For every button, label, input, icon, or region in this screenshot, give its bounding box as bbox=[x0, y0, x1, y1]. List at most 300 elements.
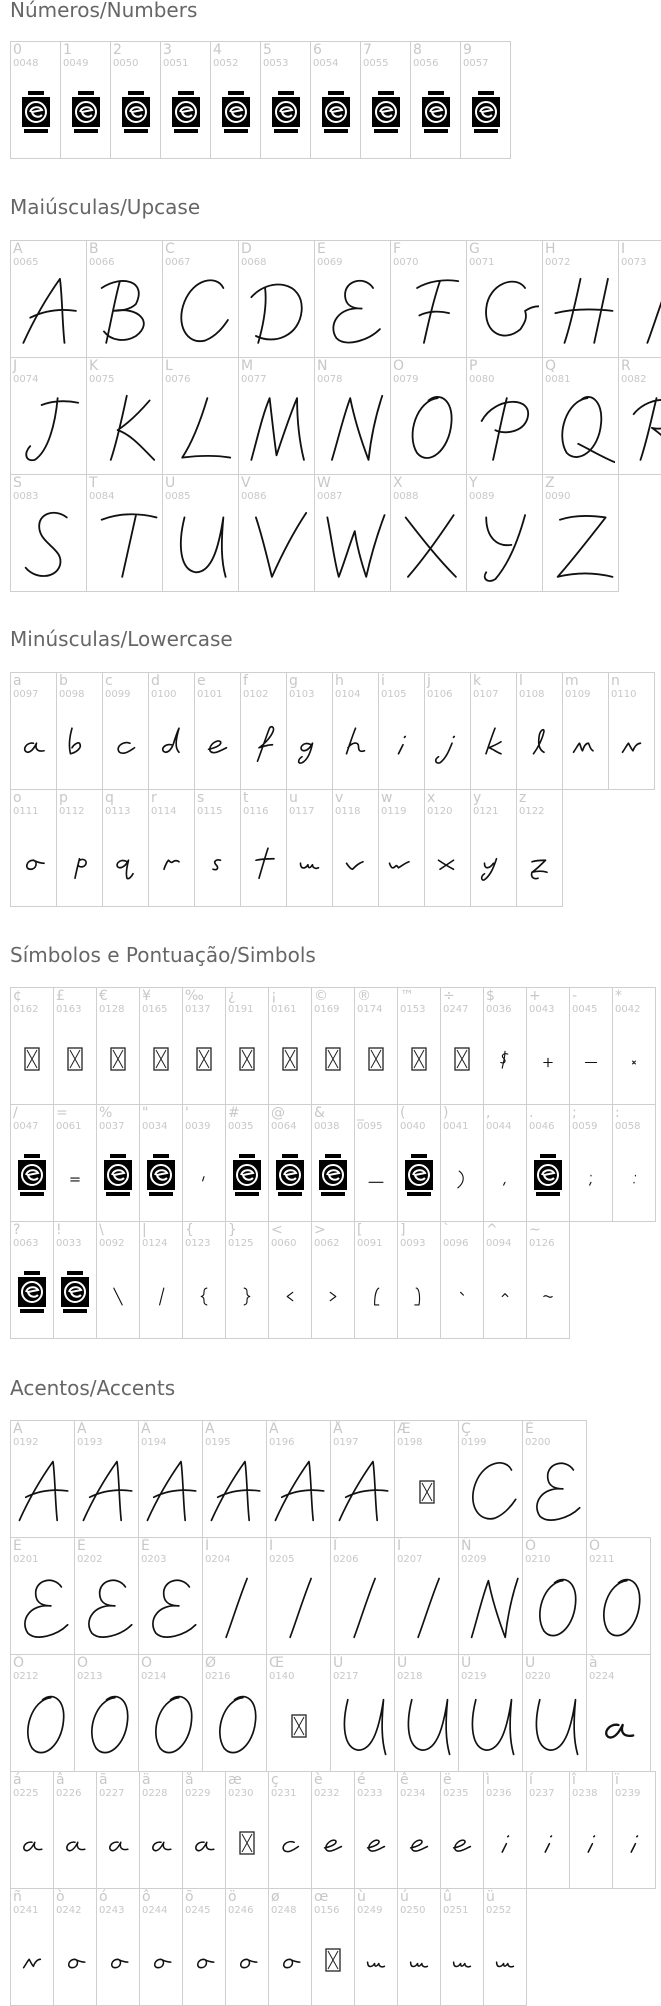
glyph-preview bbox=[441, 1014, 483, 1104]
glyph-character: ö bbox=[228, 1889, 237, 1905]
glyph-preview bbox=[361, 68, 410, 158]
glyph-preview bbox=[523, 1681, 586, 1771]
glyph-character: Ú bbox=[397, 1655, 408, 1671]
glyph-character: G bbox=[469, 241, 480, 257]
glyph-code: 0088 bbox=[393, 491, 419, 502]
glyph-character: ® bbox=[357, 988, 371, 1004]
glyph-preview bbox=[287, 699, 332, 789]
glyph-code: 0192 bbox=[13, 1437, 39, 1448]
glyph-preview bbox=[391, 501, 466, 591]
script-i-glyph bbox=[527, 1803, 569, 1883]
notdef-logo-icon bbox=[404, 1154, 434, 1198]
glyph-code: 0174 bbox=[357, 1004, 383, 1015]
script-colon-glyph bbox=[613, 1136, 655, 1216]
notdef-logo-icon bbox=[17, 1154, 47, 1198]
glyph-code: 0211 bbox=[589, 1554, 615, 1565]
glyph-character: É bbox=[13, 1538, 22, 1554]
glyph-preview bbox=[183, 1798, 225, 1888]
section-title: Símbolos e Pontuação/Simbols bbox=[10, 943, 316, 967]
glyph-cell bbox=[53, 1771, 97, 1889]
glyph-cell bbox=[311, 987, 355, 1105]
notdef-box-icon bbox=[153, 1047, 169, 1071]
glyph-character: 5 bbox=[263, 42, 272, 58]
glyph-code: 0035 bbox=[228, 1121, 254, 1132]
glyph-code: 0200 bbox=[525, 1437, 551, 1448]
glyph-cell bbox=[10, 987, 54, 1105]
glyph-character: { bbox=[185, 1222, 194, 1238]
glyph-character: ø bbox=[271, 1889, 280, 1905]
script-Y-glyph bbox=[470, 506, 539, 586]
glyph-cell bbox=[483, 987, 527, 1105]
script-H-glyph bbox=[546, 272, 615, 352]
glyph-preview bbox=[269, 1131, 311, 1221]
script-I-glyph bbox=[203, 1569, 266, 1649]
script-V-glyph bbox=[242, 506, 311, 586]
glyph-code: 0224 bbox=[589, 1671, 615, 1682]
glyph-character: N bbox=[317, 358, 328, 374]
glyph-preview bbox=[267, 1681, 330, 1771]
script-u-glyph bbox=[441, 1920, 483, 2000]
script-p-glyph bbox=[57, 821, 102, 901]
glyph-character: Ô bbox=[13, 1655, 25, 1671]
glyph-character: & bbox=[314, 1105, 325, 1121]
glyph-preview bbox=[527, 1014, 569, 1104]
glyph-cell bbox=[354, 1104, 398, 1222]
glyph-cell bbox=[194, 672, 241, 790]
glyph-preview bbox=[195, 699, 240, 789]
script-f-glyph bbox=[241, 704, 286, 784]
glyph-preview bbox=[57, 816, 102, 906]
glyph-code: 0115 bbox=[197, 806, 223, 817]
glyph-code: 0076 bbox=[165, 374, 191, 385]
glyph-preview bbox=[395, 1564, 458, 1654]
glyph-character: È bbox=[525, 1421, 534, 1437]
glyph-preview bbox=[103, 816, 148, 906]
glyph-preview bbox=[226, 1014, 268, 1104]
glyph-cell bbox=[260, 41, 311, 159]
script-O-glyph bbox=[394, 389, 463, 469]
glyph-code: 0169 bbox=[314, 1004, 340, 1015]
notdef-logo-icon bbox=[421, 91, 451, 135]
script-underscore-glyph bbox=[355, 1136, 397, 1216]
glyph-code: 0243 bbox=[99, 1905, 125, 1916]
glyph-character: ó bbox=[99, 1889, 108, 1905]
script-a-glyph bbox=[11, 1803, 53, 1883]
glyph-cell bbox=[394, 1537, 459, 1655]
glyph-code: 0098 bbox=[59, 689, 85, 700]
glyph-preview bbox=[97, 1131, 139, 1221]
glyph-preview bbox=[333, 699, 378, 789]
glyph-code: 0062 bbox=[314, 1238, 340, 1249]
glyph-character: v bbox=[335, 790, 344, 806]
glyph-cell bbox=[466, 240, 543, 358]
script-v-glyph bbox=[333, 821, 378, 901]
script-E-glyph bbox=[139, 1569, 202, 1649]
glyph-character: € bbox=[99, 988, 108, 1004]
glyph-cell bbox=[397, 1888, 441, 2006]
glyph-preview bbox=[11, 1681, 74, 1771]
glyph-code: 0227 bbox=[99, 1788, 125, 1799]
glyph-code: 0064 bbox=[271, 1121, 297, 1132]
glyph-character: ñ bbox=[13, 1889, 22, 1905]
glyph-preview bbox=[11, 68, 60, 158]
script-a-glyph bbox=[183, 1803, 225, 1883]
glyph-preview bbox=[563, 699, 608, 789]
glyph-character: : bbox=[615, 1105, 620, 1121]
glyph-code: 0123 bbox=[185, 1238, 211, 1249]
glyph-code: 0246 bbox=[228, 1905, 254, 1916]
glyph-preview bbox=[311, 68, 360, 158]
glyph-character: Ç bbox=[461, 1421, 471, 1437]
script-Z-glyph bbox=[546, 506, 615, 586]
glyph-character: o bbox=[13, 790, 22, 806]
script-U-glyph bbox=[395, 1686, 458, 1766]
notdef-logo-icon bbox=[103, 1154, 133, 1198]
glyph-character: a bbox=[13, 673, 22, 689]
glyph-character: X bbox=[393, 475, 403, 491]
glyph-preview bbox=[613, 1014, 655, 1104]
glyph-character: . bbox=[529, 1105, 534, 1121]
notdef-box-icon bbox=[24, 1047, 40, 1071]
glyph-cell bbox=[310, 41, 361, 159]
glyph-code: 0081 bbox=[545, 374, 571, 385]
glyph-code: 0109 bbox=[565, 689, 591, 700]
script-A-glyph bbox=[139, 1452, 202, 1532]
glyph-cell bbox=[182, 987, 226, 1105]
glyph-code: 0231 bbox=[271, 1788, 297, 1799]
glyph-preview bbox=[87, 384, 162, 474]
glyph-cell bbox=[53, 1221, 97, 1339]
script-M-glyph bbox=[242, 389, 311, 469]
notdef-box-icon bbox=[325, 1948, 341, 1972]
script-paren-glyph bbox=[441, 1136, 483, 1216]
glyph-cell bbox=[138, 1537, 203, 1655]
glyph-cell bbox=[102, 672, 149, 790]
script-bar-glyph bbox=[140, 1253, 182, 1333]
glyph-code: 0232 bbox=[314, 1788, 340, 1799]
glyph-code: 0089 bbox=[469, 491, 495, 502]
glyph-character: ë bbox=[443, 1772, 452, 1788]
glyph-cell bbox=[266, 1654, 331, 1772]
glyph-cell bbox=[397, 1104, 441, 1222]
glyph-preview bbox=[315, 501, 390, 591]
script-tilde-glyph bbox=[527, 1253, 569, 1333]
glyph-character: * bbox=[615, 988, 622, 1004]
notdef-box-icon bbox=[368, 1047, 384, 1071]
glyph-code: 0083 bbox=[13, 491, 39, 502]
glyph-code: 0203 bbox=[141, 1554, 167, 1565]
script-D-glyph bbox=[242, 272, 311, 352]
script-comma-glyph bbox=[484, 1136, 526, 1216]
glyph-code: 0196 bbox=[269, 1437, 295, 1448]
glyph-preview bbox=[87, 267, 162, 357]
script-E-glyph bbox=[523, 1452, 586, 1532]
glyph-code: 0248 bbox=[271, 1905, 297, 1916]
glyph-code: 0066 bbox=[89, 257, 115, 268]
glyph-character: Y bbox=[469, 475, 478, 491]
glyph-cell bbox=[268, 987, 312, 1105]
script-I-glyph bbox=[331, 1569, 394, 1649]
glyph-preview bbox=[163, 501, 238, 591]
glyph-character: Ù bbox=[333, 1655, 344, 1671]
script-z-glyph bbox=[517, 821, 562, 901]
glyph-code: 0104 bbox=[335, 689, 361, 700]
glyph-cell bbox=[378, 672, 425, 790]
script-quote-glyph bbox=[183, 1136, 225, 1216]
notdef-logo-icon bbox=[275, 1154, 305, 1198]
glyph-cell bbox=[390, 240, 467, 358]
glyph-preview bbox=[11, 699, 56, 789]
glyph-preview bbox=[163, 384, 238, 474]
glyph-code: 0071 bbox=[469, 257, 495, 268]
script-L-glyph bbox=[166, 389, 235, 469]
notdef-box-icon bbox=[291, 1714, 307, 1738]
glyph-character: Á bbox=[77, 1421, 87, 1437]
glyph-character: ^ bbox=[486, 1222, 498, 1238]
glyph-character: ô bbox=[142, 1889, 151, 1905]
glyph-preview bbox=[379, 816, 424, 906]
glyph-character: n bbox=[611, 673, 620, 689]
script-O-glyph bbox=[75, 1686, 138, 1766]
script-a-glyph bbox=[140, 1803, 182, 1883]
glyph-cell bbox=[238, 357, 315, 475]
script-o-glyph bbox=[11, 821, 56, 901]
glyph-code: 0090 bbox=[545, 491, 571, 502]
script-x-glyph bbox=[425, 821, 470, 901]
glyph-cell bbox=[10, 357, 87, 475]
script-grave-glyph bbox=[441, 1253, 483, 1333]
glyph-preview bbox=[527, 1798, 569, 1888]
script-A-glyph bbox=[75, 1452, 138, 1532]
glyph-cell bbox=[148, 789, 195, 907]
glyph-character: 9 bbox=[463, 42, 472, 58]
script-I-glyph bbox=[267, 1569, 330, 1649]
glyph-cell bbox=[390, 474, 467, 592]
glyph-character: ÷ bbox=[443, 988, 455, 1004]
glyph-preview bbox=[355, 1798, 397, 1888]
glyph-code: 0117 bbox=[289, 806, 315, 817]
glyph-cell bbox=[139, 1104, 183, 1222]
glyph-code: 0101 bbox=[197, 689, 223, 700]
script-t-glyph bbox=[241, 821, 286, 901]
glyph-code: 0079 bbox=[393, 374, 419, 385]
glyph-code: 0122 bbox=[519, 806, 545, 817]
glyph-code: 0229 bbox=[185, 1788, 211, 1799]
glyph-cell bbox=[458, 1537, 523, 1655]
script-O-glyph bbox=[587, 1569, 650, 1649]
glyph-character: W bbox=[317, 475, 331, 491]
glyph-cell bbox=[516, 672, 563, 790]
glyph-preview bbox=[395, 1447, 458, 1537]
glyph-cell bbox=[440, 987, 484, 1105]
script-B-glyph bbox=[90, 272, 159, 352]
glyph-preview bbox=[75, 1447, 138, 1537]
glyph-character: û bbox=[443, 1889, 452, 1905]
glyph-code: 0125 bbox=[228, 1238, 254, 1249]
glyph-preview bbox=[527, 1131, 569, 1221]
glyph-character: Î bbox=[333, 1538, 338, 1554]
glyph-preview bbox=[11, 816, 56, 906]
glyph-cell bbox=[526, 1771, 570, 1889]
glyph-code: 0107 bbox=[473, 689, 499, 700]
script-c-glyph bbox=[269, 1803, 311, 1883]
glyph-character: y bbox=[473, 790, 482, 806]
glyph-preview bbox=[54, 1131, 96, 1221]
glyph-code: 0199 bbox=[461, 1437, 487, 1448]
notdef-logo-icon bbox=[533, 1154, 563, 1198]
glyph-character: I bbox=[621, 241, 626, 257]
glyph-cell bbox=[182, 1771, 226, 1889]
glyph-code: 0194 bbox=[141, 1437, 167, 1448]
glyph-preview bbox=[331, 1681, 394, 1771]
glyph-character: $ bbox=[486, 988, 495, 1004]
notdef-logo-icon bbox=[232, 1154, 262, 1198]
glyph-code: 0046 bbox=[529, 1121, 555, 1132]
glyph-preview bbox=[11, 501, 86, 591]
glyph-cell bbox=[569, 987, 613, 1105]
glyph-code: 0047 bbox=[13, 1121, 39, 1132]
glyph-character: K bbox=[89, 358, 99, 374]
script-E-glyph bbox=[75, 1569, 138, 1649]
glyph-preview bbox=[11, 1447, 74, 1537]
glyph-cell bbox=[332, 672, 379, 790]
glyph-preview bbox=[111, 68, 160, 158]
glyph-character: Æ bbox=[397, 1421, 411, 1437]
script-semicolon-glyph bbox=[570, 1136, 612, 1216]
glyph-code: 0040 bbox=[400, 1121, 426, 1132]
glyph-preview bbox=[398, 1014, 440, 1104]
glyph-code: 0113 bbox=[105, 806, 131, 817]
glyph-cell bbox=[148, 672, 195, 790]
glyph-code: 0036 bbox=[486, 1004, 512, 1015]
glyph-cell bbox=[311, 1888, 355, 2006]
glyph-code: 0049 bbox=[63, 58, 89, 69]
glyph-cell bbox=[483, 1888, 527, 2006]
glyph-character: _ bbox=[357, 1105, 364, 1121]
glyph-cell bbox=[483, 1221, 527, 1339]
glyph-character: ¢ bbox=[13, 988, 22, 1004]
glyph-character: é bbox=[357, 1772, 366, 1788]
glyph-cell bbox=[330, 1654, 395, 1772]
glyph-code: 0067 bbox=[165, 257, 191, 268]
notdef-box-icon bbox=[196, 1047, 212, 1071]
glyph-cell bbox=[360, 41, 411, 159]
notdef-logo-icon bbox=[318, 1154, 348, 1198]
notdef-logo-icon bbox=[221, 91, 251, 135]
glyph-code: 0162 bbox=[13, 1004, 39, 1015]
glyph-code: 0087 bbox=[317, 491, 343, 502]
glyph-cell bbox=[138, 1654, 203, 1772]
script-y-glyph bbox=[471, 821, 516, 901]
glyph-cell bbox=[586, 1654, 651, 1772]
glyph-preview bbox=[97, 1014, 139, 1104]
script-o-glyph bbox=[183, 1920, 225, 2000]
glyph-cell bbox=[542, 357, 619, 475]
glyph-character: Ì bbox=[205, 1538, 210, 1554]
glyph-cell bbox=[10, 1771, 54, 1889]
glyph-cell bbox=[311, 1221, 355, 1339]
script-h-glyph bbox=[333, 704, 378, 784]
glyph-preview bbox=[523, 1564, 586, 1654]
glyph-preview bbox=[467, 267, 542, 357]
glyph-cell bbox=[210, 41, 261, 159]
glyph-cell bbox=[522, 1537, 587, 1655]
glyph-character: ‰ bbox=[185, 988, 204, 1004]
glyph-cell bbox=[225, 987, 269, 1105]
glyph-code: 0121 bbox=[473, 806, 499, 817]
script-brace-right-glyph bbox=[226, 1253, 268, 1333]
glyph-preview bbox=[211, 68, 260, 158]
script-a-glyph bbox=[97, 1803, 139, 1883]
glyph-cell bbox=[526, 1221, 570, 1339]
glyph-character: > bbox=[314, 1222, 326, 1238]
glyph-preview bbox=[425, 699, 470, 789]
script-g-glyph bbox=[287, 704, 332, 784]
glyph-preview bbox=[543, 267, 618, 357]
glyph-code: 0069 bbox=[317, 257, 343, 268]
glyph-code: 0209 bbox=[461, 1554, 487, 1565]
glyph-character: á bbox=[13, 1772, 22, 1788]
glyph-cell bbox=[314, 474, 391, 592]
glyph-character: g bbox=[289, 673, 298, 689]
script-d-glyph bbox=[149, 704, 194, 784]
glyph-preview bbox=[140, 1131, 182, 1221]
glyph-preview bbox=[11, 1131, 53, 1221]
glyph-character: H bbox=[545, 241, 556, 257]
glyph-cell bbox=[440, 1104, 484, 1222]
glyph-code: 0128 bbox=[99, 1004, 125, 1015]
glyph-preview bbox=[203, 1681, 266, 1771]
script-i-glyph bbox=[484, 1803, 526, 1883]
glyph-character: è bbox=[314, 1772, 323, 1788]
glyph-cell bbox=[238, 240, 315, 358]
glyph-code: 0165 bbox=[142, 1004, 168, 1015]
script-bracket-left-glyph bbox=[355, 1253, 397, 1333]
glyph-cell bbox=[470, 672, 517, 790]
glyph-preview bbox=[54, 1915, 96, 2005]
glyph-character: R bbox=[621, 358, 631, 374]
glyph-code: 0245 bbox=[185, 1905, 211, 1916]
glyph-cell bbox=[10, 41, 61, 159]
glyph-character: © bbox=[314, 988, 328, 1004]
glyph-cell bbox=[410, 41, 461, 159]
notdef-logo-icon bbox=[171, 91, 201, 135]
glyph-preview bbox=[395, 1681, 458, 1771]
glyph-preview bbox=[11, 267, 86, 357]
glyph-character: # bbox=[228, 1105, 240, 1121]
script-backslash-glyph bbox=[97, 1253, 139, 1333]
glyph-code: 0126 bbox=[529, 1238, 555, 1249]
glyph-cell bbox=[424, 789, 471, 907]
glyph-code: 0198 bbox=[397, 1437, 423, 1448]
glyph-preview bbox=[398, 1798, 440, 1888]
glyph-cell bbox=[86, 240, 163, 358]
script-W-glyph bbox=[318, 506, 387, 586]
glyph-cell bbox=[162, 240, 239, 358]
glyph-character: ! bbox=[56, 1222, 62, 1238]
glyph-code: 0252 bbox=[486, 1905, 512, 1916]
glyph-cell bbox=[139, 1888, 183, 2006]
script-I-glyph bbox=[622, 272, 661, 352]
glyph-cell bbox=[266, 1420, 331, 1538]
glyph-character: E bbox=[317, 241, 326, 257]
glyph-cell bbox=[10, 1654, 75, 1772]
glyph-code: 0059 bbox=[572, 1121, 598, 1132]
glyph-preview bbox=[570, 1798, 612, 1888]
glyph-character: d bbox=[151, 673, 160, 689]
script-s-glyph bbox=[195, 821, 240, 901]
glyph-cell bbox=[569, 1771, 613, 1889]
